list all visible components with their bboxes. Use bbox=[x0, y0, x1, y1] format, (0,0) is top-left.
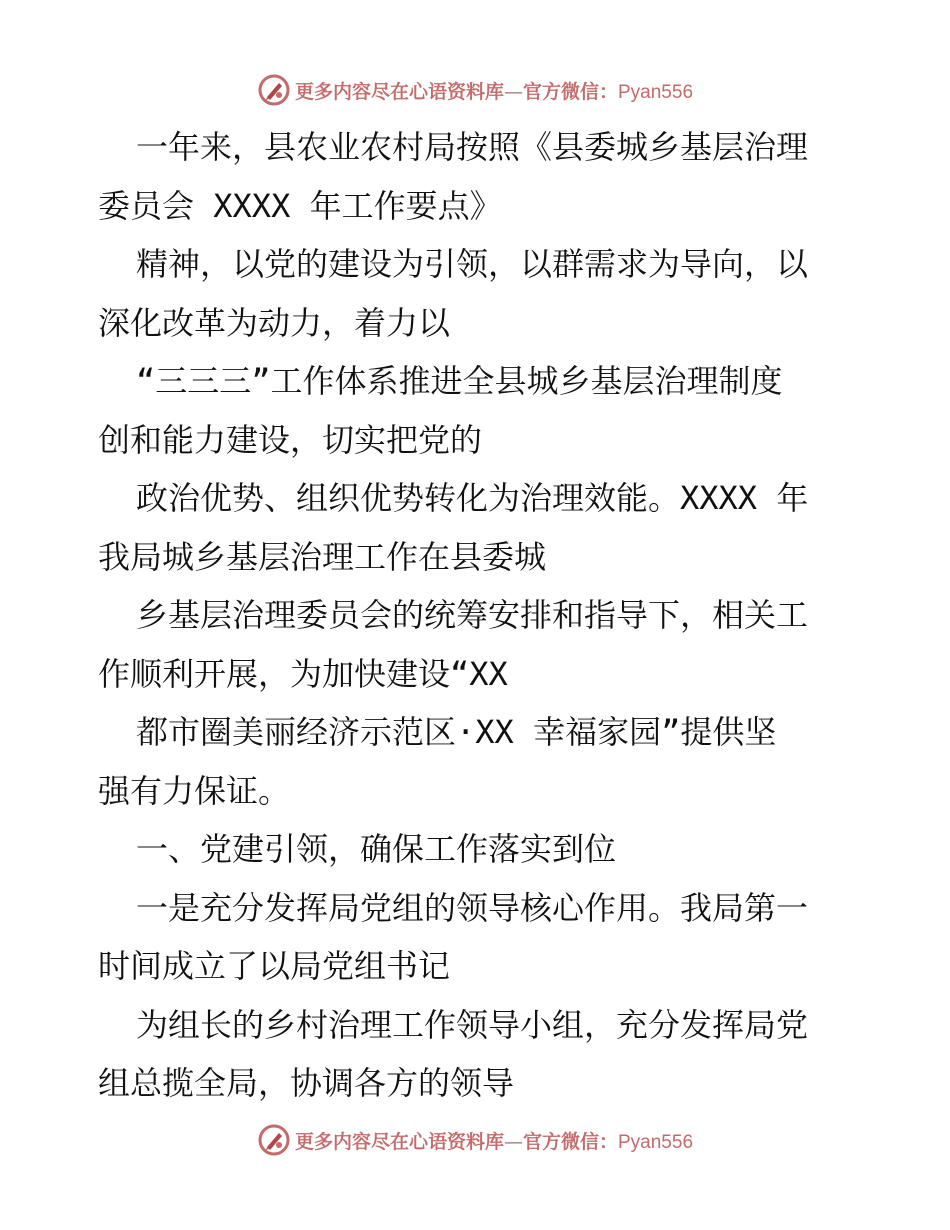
paragraph-6-line-1: 都市圈美丽经济示范区·XX 幸福家园”提供坚 bbox=[136, 713, 777, 751]
watermark-separator: — bbox=[503, 80, 523, 103]
document-body bbox=[98, 118, 858, 1113]
watermark-contact-id: Pyan556 bbox=[618, 1131, 694, 1153]
footer-watermark bbox=[0, 1120, 950, 1160]
paragraph-6-line-2: 强有力保证。 bbox=[98, 771, 291, 810]
watermark-brand: 更多内容尽在心语资料库 bbox=[294, 80, 504, 103]
paragraph-4-line-1: 政治优势、组织优势转化为治理效能。XXXX 年 bbox=[136, 479, 809, 517]
paragraph-8-line-1: 一是充分发挥局党组的领导核心作用。我局第一 bbox=[136, 888, 809, 927]
paragraph-5-line-2: 作顺利开展，为加快建设“XX bbox=[98, 654, 508, 693]
pen-nib-logo-icon bbox=[257, 1123, 291, 1157]
paragraph-3-line-1: “三三三”工作体系推进全县城乡基层治理制度 bbox=[136, 362, 783, 400]
paragraph-1-line-1: 一年来，县农业农村局按照《县委城乡基层治理 bbox=[136, 128, 809, 166]
pen-nib-logo-icon bbox=[257, 73, 291, 107]
paragraph-2-line-2: 深化改革为动力，着力以 bbox=[98, 303, 451, 342]
paragraph-4-line-2: 我局城乡基层治理工作在县委城 bbox=[98, 537, 547, 576]
watermark-separator: — bbox=[503, 1130, 523, 1153]
paragraph-9-line-2: 组总揽全局，协调各方的领导 bbox=[98, 1064, 515, 1102]
watermark-contact-label: 官方微信： bbox=[522, 1130, 618, 1153]
paragraph-2-line-1: 精神，以党的建设为引领，以群需求为导向，以 bbox=[136, 245, 809, 283]
paragraph-5-line-1: 乡基层治理委员会的统筹安排和指导下，相关工 bbox=[136, 596, 809, 634]
paragraph-8-line-2: 时间成立了以局党组书记 bbox=[98, 947, 451, 985]
watermark-contact-label: 官方微信： bbox=[522, 80, 618, 103]
paragraph-3-line-2: 创和能力建设，切实把党的 bbox=[98, 420, 483, 459]
section-heading-1: 一、党建引领，确保工作落实到位 bbox=[136, 830, 617, 868]
header-watermark bbox=[0, 70, 950, 110]
paragraph-9-line-1: 为组长的乡村治理工作领导小组，充分发挥局党 bbox=[136, 1005, 809, 1044]
watermark-brand: 更多内容尽在心语资料库 bbox=[294, 1130, 504, 1153]
watermark-contact-id: Pyan556 bbox=[618, 81, 694, 103]
paragraph-1-line-2: 委员会 XXXX 年工作要点》 bbox=[98, 186, 502, 225]
